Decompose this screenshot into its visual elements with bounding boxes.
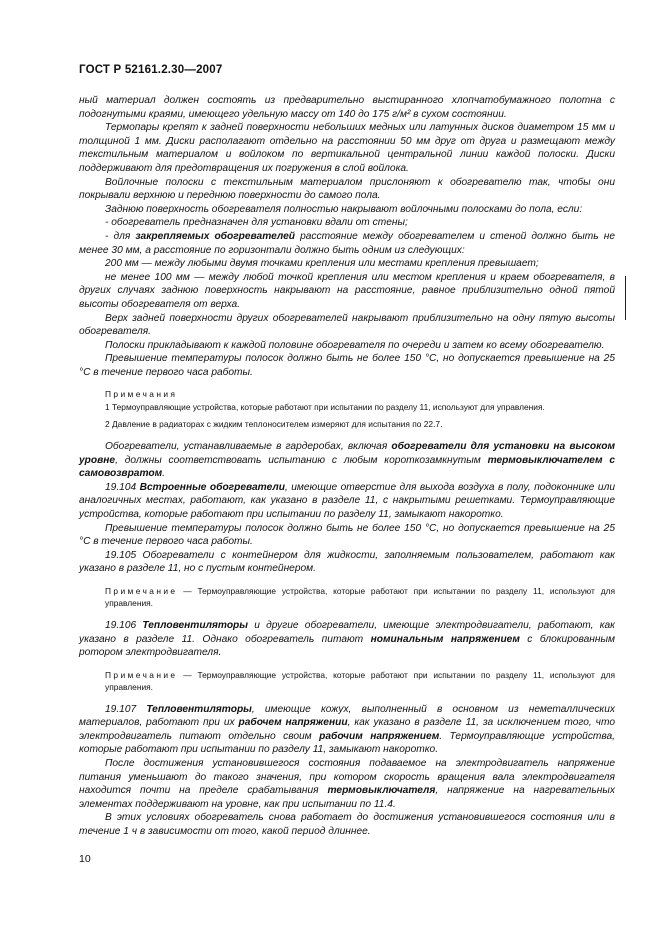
term-bold: обогреватели для установки на высоком уровне (79, 440, 616, 466)
text-span: , как указано в разделе 11, за исключением того, что электродвигатель питают отдельно своим (79, 717, 615, 742)
clause-paragraph (79, 703, 615, 757)
text-span: , напряжение на нагревательных элементах поддерживают на уровне, как при испытании по 11.4. (79, 785, 615, 810)
paragraph: 200 мм — между любыми двумя точками крепления или местами крепления превышает; (105, 258, 539, 270)
term-bold: термовыключателем с самовозвратом (79, 454, 616, 480)
text-span: расстояние между обогревателем и стеной должно быть не менее 30 мм, а расстояние по горизонтали должно быть одним из следующих: (79, 230, 615, 256)
clause-paragraph: 19.105 Обогреватели с контейнером для жидкости, заполняемым пользователем, работают как указано в разделе 11, но с пустым контейнером. (79, 549, 615, 575)
note-label: Примечание (105, 585, 178, 596)
note-block (79, 585, 615, 610)
paragraph: Полоски прикладывают к каждой половине обогревателя по очереди и затем ко всему обогревателю. (105, 339, 605, 351)
document-header: ГОСТ Р 52161.2.30—2007 (79, 64, 223, 76)
note-block (79, 669, 615, 694)
paragraph: Термопары крепят к задней поверхности небольших медных или латунных дисков диаметром 15 мм и толщиной 1 мм. Диски располагают отдельно на расстоянии 50 мм друг от друга и размещают между текстильным материалом и войлоком по вертикальной центральной линии каждой полоски. Диски поддерживают для предотвращения их погружения в слой войлока. (79, 122, 615, 174)
text-span: . Термоуправляющие устройства, которые работают при испытании по разделу 11, замыкают накоротко. (79, 730, 615, 756)
notes-heading: Примечания (105, 389, 178, 400)
paragraph: Верх задней поверхности других обогревателей накрывают приблизительно на одну пятую высоты обогревателя. (79, 312, 615, 338)
note-item: 2 Давление в радиаторах с жидким теплоносителем измеряют для испытания по 22.7. (105, 419, 443, 430)
document-body (79, 94, 615, 839)
clause-paragraph (79, 619, 615, 660)
list-item: - обогреватель предназначен для установки вдали от стены; (105, 217, 408, 229)
term-bold: термовыключателя (327, 785, 436, 797)
paragraph (79, 440, 615, 481)
list-item (79, 230, 615, 257)
text-span: После достижения установившегося состояния подаваемое на электродвигатель напряжение питания уменьшают до такого значения, при котором скорость вращения вала электродвигателя находится почти на пределе срабатывания (79, 758, 615, 797)
note-label: Примечание (105, 669, 178, 680)
term-bold: рабочим напряжением (319, 730, 440, 742)
term-bold: Встроенные обогреватели (139, 481, 285, 493)
text-span: , должны соответствовать испытанию с любым короткозамкнутым (115, 454, 488, 466)
term-bold: рабочем напряжении (238, 717, 348, 729)
paragraph: Превышение температуры полосок должно быть не более 150 °C, но допускается превышение на 25 °C в течение первого часа работы. (79, 353, 615, 378)
text-span: и другие обогреватели, имеющие электродвигатели, работают, как указано в разделе 11. Однако обогреватель питают (79, 619, 615, 645)
paragraph: Превышение температуры полосок должно быть не более 150 °C, но допускается превышение на 25 °C в течение первого часа работы. (79, 522, 615, 548)
note-text: — Термоуправляющие устройства, которые работают при испытании по разделу 11, используют для управления. (105, 585, 615, 609)
page-number: 10 (79, 853, 91, 865)
term-bold: Тепловентиляторы (142, 619, 248, 631)
paragraph: Войлочные полоски с текстильным материалом прислоняют к обогревателю так, чтобы они покрывали верхнюю и переднюю поверхности до самого пола. (79, 176, 615, 202)
paragraph: Заднюю поверхность обогревателя полностью накрывают войлочными полосками до пола, если: (105, 203, 583, 215)
text-span: . (162, 468, 165, 480)
clause-number: 19.107 (105, 703, 147, 715)
text-span: с блокированным ротором электродвигателя. (79, 633, 616, 659)
paragraph: В этих условиях обогреватель снова работает до достижения установившегося состояния или в течение 1 ч в зависимости от того, какой период длиннее. (79, 812, 615, 838)
text-span: , имеющие кожух, выполненный в основном из неметаллических материалов, работают при их (79, 703, 615, 729)
clause-number: 19.106 (105, 619, 143, 631)
text-span: Обогреватели, устанавливаемые в гардеробах, включая (105, 440, 392, 452)
term-bold: номинальным напряжением (370, 633, 520, 645)
clause-paragraph (79, 481, 615, 522)
paragraph: ный материал должен состоять из предварительно выстиранного хлопчатобумажного полотна с подогнутыми краями, имеющего удельную массу от 140 до 175 г/м² в сухом состоянии. (79, 95, 615, 120)
clause-number: 19.104 (105, 481, 140, 493)
revision-margin-bar (625, 276, 626, 320)
term-bold: Тепловентиляторы (146, 703, 252, 715)
note-text: — Термоуправляющие устройства, которые работают при испытании по разделу 11, используют для управления. (105, 669, 615, 693)
paragraph: не менее 100 мм — между любой точкой крепления или местом крепления и краем обогревателя, в других случаях заднюю поверхность накрывают на расстояние, равное приблизительно одной пятой высоты обогревателя от верха. (79, 271, 615, 310)
term-bold: закрепляемых обогревателей (135, 230, 296, 242)
text-span: - для (105, 230, 136, 242)
note-item: 1 Термоуправляющие устройства, которые работают при испытании по разделу 11, используют для управления. (105, 401, 545, 412)
text-span: , имеющие отверстие для выхода воздуха в полу, подоконнике или аналогичных местах, работают, как указано в разделе 11, с накрытыми решетками. Термоуправляющие устройства, которые работают при испытании по разделу 11, замыкают накоротко. (79, 481, 615, 520)
paragraph (79, 757, 615, 811)
